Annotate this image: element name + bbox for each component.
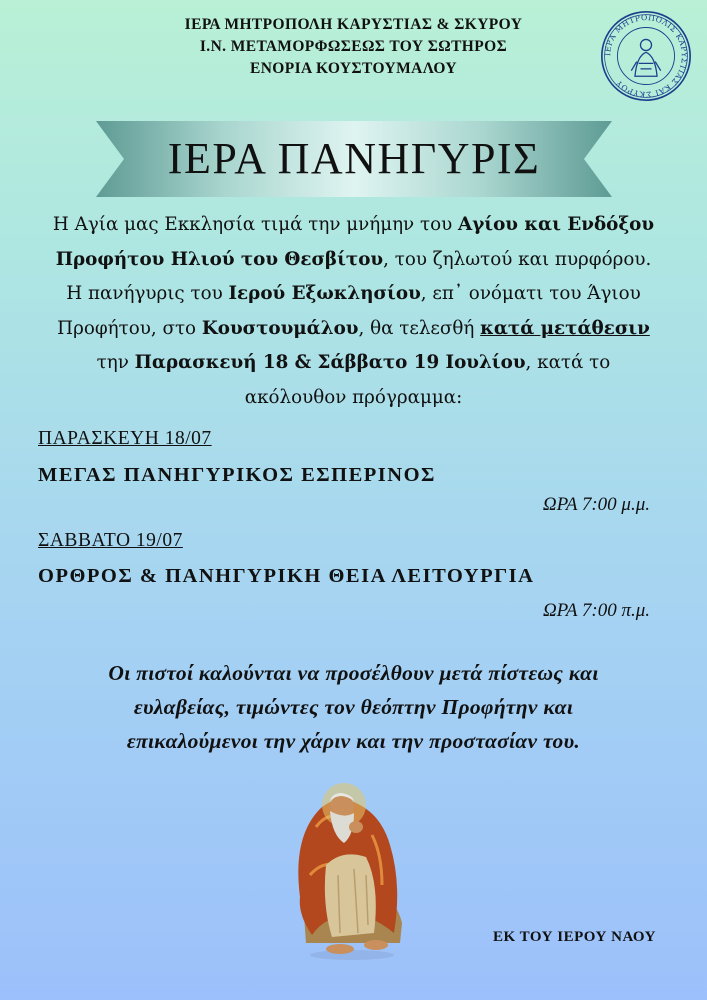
church-name: Ι.Ν. ΜΕΤΑΜΟΡΦΩΣΕΩΣ ΤΟΥ ΣΩΤΗΡΟΣ: [199, 38, 508, 55]
schedule-time-saturday: ΩΡΑ 7:00 π.μ.: [542, 600, 650, 621]
closing-line: ευλαβείας, τιμώντες τον θεόπτην Προφήτην και: [133, 695, 574, 719]
closing-invitation: [0, 656, 707, 758]
signature-footer: ΕΚ ΤΟΥ ΙΕΡΟΥ ΝΑΟΥ: [493, 929, 657, 945]
seal-figure: [631, 39, 660, 76]
metropolis-name: ΙΕΡΑ ΜΗΤΡΟΠΟΛΗ ΚΑΡΥΣΤΙΑΣ & ΣΚΥΡΟΥ: [184, 16, 523, 33]
parish-name: ΕΝΟΡΙΑ ΚΟΥΣΤΟΥΜΑΛΟΥ: [249, 60, 458, 77]
svg-text:ΙΕΡΑ ΜΗΤΡΟΠΟΛΙΣ ΚΑΡΥΣΤΙΑΣ ΚΑΙ: [603, 13, 689, 99]
page-title: ΙΕΡΑ ΠΑΝΗΓΥΡΙΣ: [167, 134, 541, 183]
intro-line: την Παρασκευή 18 & Σάββατο 19 Ιουλίου, κατά το: [96, 352, 611, 373]
intro-line: Προφήτου, στο Κουστουμάλου, θα τελεσθή κατά μετάθεσιν: [57, 317, 650, 339]
schedule-day-saturday: ΣΑΒΒΑΤΟ 19/07: [38, 530, 183, 551]
schedule-time-friday: ΩΡΑ 7:00 μ.μ.: [542, 494, 650, 515]
schedule-day-friday: ΠΑΡΑΣΚΕΥΗ 18/07: [38, 428, 212, 449]
intro-line: Προφήτου Ηλιού του Θεσβίτου, του ζηλωτού και πυρφόρου.: [55, 248, 652, 270]
schedule-service-vespers: ΜΕΓΑΣ ΠΑΝΗΓΥΡΙΚΟΣ ΕΣΠΕΡΙΝΟΣ: [38, 464, 436, 486]
schedule-service-liturgy: ΟΡΘΡΟΣ & ΠΑΝΗΓΥΡΙΚΗ ΘΕΙΑ ΛΕΙΤΟΥΡΓΙΑ: [38, 565, 535, 587]
intro-line: Η Αγία μας Εκκλησία τιμά την μνήμην του Αγίου και Ενδόξου: [52, 214, 655, 235]
intro-line: ακόλουθον πρόγραμμα:: [244, 386, 463, 408]
prophet-elijah-icon: [282, 765, 430, 963]
seal-text: ΙΕΡΑ ΜΗΤΡΟΠΟΛΙΣ ΚΑΡΥΣΤΙΑΣ ΚΑΙ ΣΚΥΡΟΥ: [603, 13, 689, 99]
announcement-paragraph: [0, 208, 707, 415]
closing-line: επικαλούμενοι την χάριν και την προστασίαν του.: [126, 729, 581, 753]
intro-line: Η πανήγυρις του Ιερού Εξωκλησίου, επ᾽ ονόματι του Άγιου: [66, 283, 641, 304]
metropolis-seal-stamp: [600, 10, 692, 102]
closing-line: Οι πιστοί καλούνται να προσέλθουν μετά πίστεως και: [108, 661, 599, 685]
